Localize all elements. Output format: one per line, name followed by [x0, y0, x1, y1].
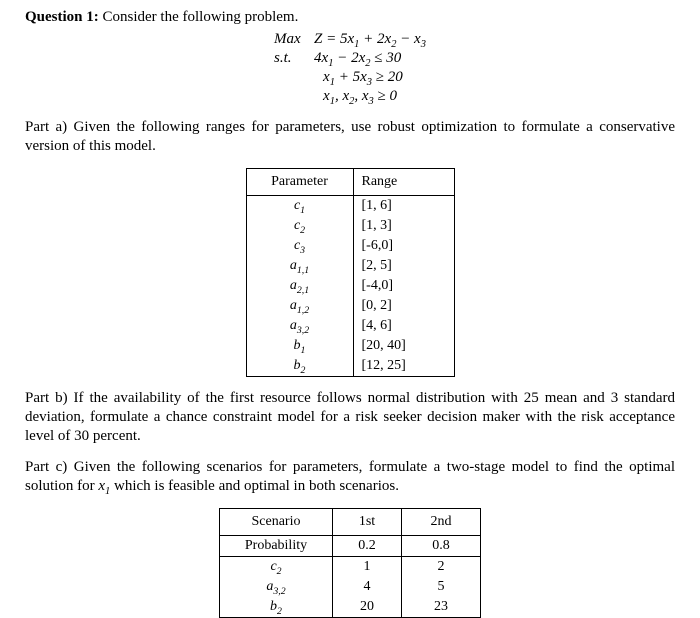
scenario-column-header: Scenario [220, 509, 333, 536]
probability-label: Probability [220, 536, 333, 557]
table-row [246, 196, 454, 217]
table-row [246, 256, 454, 276]
scenario-value: 1 [333, 557, 402, 578]
range-cell: [20, 40] [353, 336, 454, 356]
probability-value: 0.8 [402, 536, 481, 557]
range-column-header: Range [353, 169, 454, 196]
question-heading [25, 8, 675, 27]
parameter-cell: $b_2$ [220, 597, 333, 618]
range-cell: [1, 6] [353, 196, 454, 217]
table-row [246, 236, 454, 256]
parameter-cell: $c_3$ [246, 236, 353, 256]
range-cell: [12, 25] [353, 356, 454, 377]
parameter-cell: $c_2$ [246, 216, 353, 236]
constraint-line-2 [274, 68, 426, 87]
table-row [220, 597, 481, 618]
question-intro: Consider the following problem. [98, 9, 299, 25]
table-row [246, 356, 454, 377]
table-row [220, 577, 481, 597]
nonnegativity-line [274, 87, 426, 106]
range-cell: [1, 3] [353, 216, 454, 236]
scenario-value: 2 [402, 557, 481, 578]
range-cell: [-6,0] [353, 236, 454, 256]
parameter-cell: $b_2$ [246, 356, 353, 377]
constraint-1-expression: $4x_1 - 2x_2 \le 30$ [314, 50, 402, 69]
table-row [220, 557, 481, 578]
constraint-line-1 [274, 49, 426, 68]
range-cell: [0, 2] [353, 296, 454, 316]
parameter-range-table [246, 168, 455, 377]
parameter-cell: $a_{1,2}$ [246, 296, 353, 316]
parameter-cell: $a_{2,1}$ [246, 276, 353, 296]
scenario-value: 4 [333, 577, 402, 597]
table-row [246, 336, 454, 356]
parameter-cell: $a_{3,2}$ [220, 577, 333, 597]
parameter-cell: $a_{1,1}$ [246, 256, 353, 276]
part-b-paragraph: Part b) If the availability of the first resource follows normal distribution with 25 mean and 3 standard deviation, formulate a chance constraint model for a risk seeker decision maker with the risk acceptance level of 30 percent. [25, 390, 675, 444]
parameter-cell: $c_2$ [220, 557, 333, 578]
table-header-row [220, 509, 481, 536]
part-c-text-after: which is feasible and optimal in both scenarios. [110, 478, 399, 494]
range-cell: [4, 6] [353, 316, 454, 336]
decision-variable: x [98, 478, 106, 494]
objective-line [274, 30, 426, 49]
parameter-cell: $c_1$ [246, 196, 353, 217]
scenario-value: 5 [402, 577, 481, 597]
scenario-value: 23 [402, 597, 481, 618]
first-scenario-header: 1st [333, 509, 402, 536]
table-row [246, 216, 454, 236]
scenario-table [219, 508, 481, 618]
table-row [246, 316, 454, 336]
constraint-2-expression: $x_1 + 5x_3 \ge 20$ [323, 69, 403, 88]
max-keyword: Max [274, 31, 301, 47]
range-cell: [2, 5] [353, 256, 454, 276]
nonnegativity-expression: $x_1$, $x_2$, $x_3 \ge 0$ [323, 88, 398, 107]
parameter-cell: $b_1$ [246, 336, 353, 356]
subject-to-keyword: s.t. [274, 50, 292, 66]
parameter-cell: $a_{3,2}$ [246, 316, 353, 336]
part-c-text-before: Part c) Given the following scenarios for parameters, formulate a two-stage model to find the optimal solution for [25, 459, 675, 494]
part-a-paragraph: Part a) Given the following ranges for parameters, use robust optimization to formulate a conservative version of this model. [25, 119, 675, 154]
objective-expression: $Z = 5x_1 + 2x_2 - x_3$ [314, 31, 426, 50]
table-header-row [246, 169, 454, 196]
question-label: Question 1: [25, 9, 99, 25]
probability-row [220, 536, 481, 557]
range-cell: [-4,0] [353, 276, 454, 296]
parameter-column-header: Parameter [246, 169, 353, 196]
optimization-model [274, 30, 426, 106]
scenario-value: 20 [333, 597, 402, 618]
probability-value: 0.2 [333, 536, 402, 557]
part-c-paragraph: Part c) Given the following scenarios for parameters, formulate a two-stage model to find the optimal solution for $x_1$ which is feasible and optimal in both scenarios. [25, 459, 675, 497]
table-row [246, 296, 454, 316]
second-scenario-header: 2nd [402, 509, 481, 536]
table-row [246, 276, 454, 296]
